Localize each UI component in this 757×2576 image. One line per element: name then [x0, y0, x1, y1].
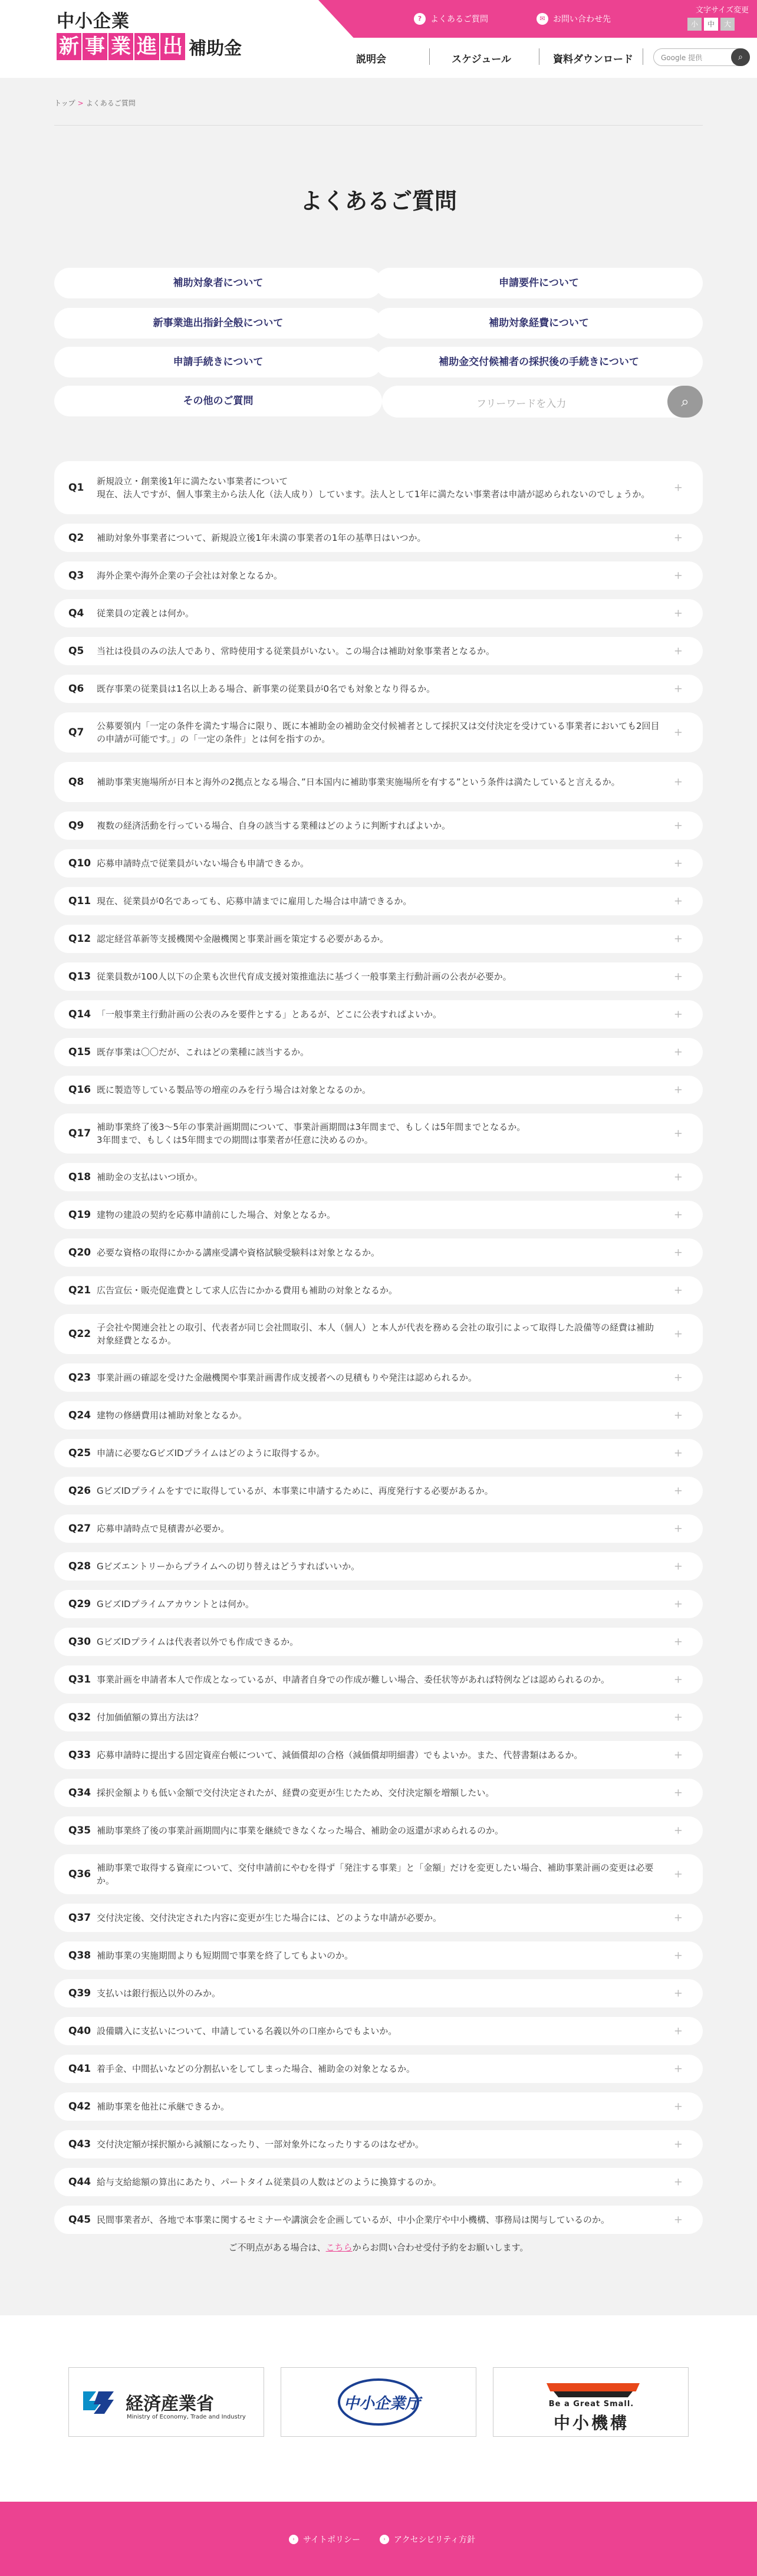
faq-item[interactable]	[54, 1514, 703, 1543]
expand-plus-icon[interactable]: +	[673, 2025, 683, 2038]
faq-question-text: 「一般事業主行動計画の公表のみを要件とする」とあるが、どこに公表すればよいか。	[97, 1009, 442, 1020]
sme-agency-banner[interactable]	[281, 2367, 476, 2437]
faq-question-number: Q20	[68, 1247, 91, 1259]
faq-question-text: 補助事業の実施期間よりも短期間で事業を終了してもよいのか。	[97, 1950, 354, 1961]
faq-question-number: Q37	[68, 1912, 91, 1924]
faq-question-text: 建物の修繕費用は補助対象となるか。	[97, 1410, 248, 1421]
faq-item[interactable]	[54, 1163, 703, 1191]
faq-item[interactable]	[54, 1201, 703, 1229]
faq-item[interactable]	[54, 2017, 703, 2045]
expand-plus-icon[interactable]: +	[673, 645, 683, 658]
expand-plus-icon[interactable]: +	[673, 1447, 683, 1460]
expand-plus-icon[interactable]: +	[673, 1284, 683, 1297]
expand-plus-icon[interactable]: +	[673, 2100, 683, 2113]
faq-question-text: 設備購入に支払いについて、申請している名義以外の口座からでもよいか。	[97, 2026, 397, 2036]
expand-plus-icon[interactable]: +	[673, 1246, 683, 1259]
faq-item[interactable]	[54, 561, 703, 590]
expand-plus-icon[interactable]: +	[673, 1560, 683, 1573]
site-search-placeholder: Google 提供	[661, 54, 703, 62]
contact-note-link[interactable]: こちら	[325, 2242, 353, 2253]
font-size-label: 文字サイズ変更	[696, 6, 749, 15]
faq-question-number: Q2	[68, 532, 84, 544]
expand-plus-icon[interactable]: +	[673, 2138, 683, 2151]
meti-name: 経済産業省	[126, 2394, 214, 2414]
faq-question-text: 認定経営革新等支援機関や金融機関と事業計画を策定する必要があるか。	[97, 934, 389, 944]
faq-item[interactable]	[54, 762, 703, 802]
expand-plus-icon[interactable]: +	[673, 857, 683, 870]
site-footer	[0, 2502, 757, 2576]
category-procedures[interactable]: 申請手続きについて	[54, 347, 382, 377]
meti-banner[interactable]	[68, 2367, 264, 2437]
font-size-large-button[interactable]: 大	[720, 18, 735, 31]
site-header	[0, 0, 757, 78]
faq-item[interactable]	[54, 1779, 703, 1807]
expand-plus-icon[interactable]: +	[673, 1484, 683, 1497]
faq-question-text: 子会社や関連会社との取引、代表者が同じ会社間取引、本人（個人）と本人が代表を務める会社の取引によって取得した設備等の経費は補助対象経費となるか。	[97, 1322, 654, 1346]
smrj-name: 中小機構	[553, 2413, 629, 2433]
faq-item[interactable]	[54, 811, 703, 840]
faq-question-number: Q35	[68, 1825, 91, 1836]
faq-question-number: Q11	[68, 895, 91, 907]
faq-question-number: Q17	[68, 1128, 91, 1139]
chevron-right-icon: ›	[289, 2535, 298, 2544]
expand-plus-icon[interactable]: +	[673, 819, 683, 832]
faq-question-number: Q13	[68, 971, 91, 983]
faq-item[interactable]	[54, 712, 703, 753]
expand-plus-icon[interactable]: +	[673, 2176, 683, 2189]
breadcrumb	[54, 98, 136, 108]
faq-item[interactable]	[54, 1477, 703, 1505]
logo-char: 業	[108, 33, 133, 60]
faq-question-text: 補助事業で取得する資産について、交付申請前にやむを得ず「発注する事業」と「金額」だけを変更したい場合、補助事業計画の変更は必要か。	[97, 1862, 654, 1886]
breadcrumb-separator: >	[77, 99, 84, 107]
font-size-switcher	[685, 18, 735, 31]
faq-question-number: Q1	[68, 482, 84, 494]
faq-item[interactable]	[54, 1276, 703, 1305]
faq-question-number: Q24	[68, 1409, 91, 1421]
expand-plus-icon[interactable]: +	[673, 1786, 683, 1799]
breadcrumb-current: よくあるご質問	[85, 99, 136, 107]
faq-item[interactable]	[54, 2055, 703, 2083]
faq-item[interactable]	[54, 1552, 703, 1581]
faq-question-number: Q21	[68, 1284, 91, 1296]
faq-question-number: Q16	[68, 1084, 91, 1096]
faq-question-number: Q38	[68, 1950, 91, 1961]
faq-question-text: 交付決定額が採択額から減額になったり、一部対象外になったりするのはなぜか。	[97, 2139, 424, 2150]
logo-line2	[57, 33, 242, 60]
freeword-search-input[interactable]	[382, 386, 703, 418]
faq-question-number: Q6	[68, 683, 84, 695]
logo-char: 進	[134, 33, 159, 60]
partner-banners	[0, 2315, 757, 2502]
faq-question-text: 補助事業を他社に承継できるか。	[97, 2101, 230, 2112]
faq-question-text: GビズIDプライムは代表者以外でも作成できるか。	[97, 1637, 299, 1647]
faq-question-number: Q44	[68, 2176, 91, 2188]
faq-item[interactable]	[54, 887, 703, 915]
expand-plus-icon[interactable]: +	[673, 1046, 683, 1059]
expand-plus-icon[interactable]: +	[673, 1409, 683, 1422]
faq-item[interactable]	[54, 599, 703, 627]
footer-link-accessibility[interactable]	[380, 2534, 475, 2545]
question-icon: ?	[414, 13, 426, 25]
expand-plus-icon[interactable]: +	[673, 776, 683, 788]
faq-question-number: Q39	[68, 1987, 91, 1999]
meti-logo-icon	[81, 2388, 116, 2417]
logo-char: 新	[57, 33, 81, 60]
faq-item[interactable]	[54, 675, 703, 703]
expand-plus-icon[interactable]: +	[673, 481, 683, 494]
faq-question-text: 当社は役員のみの法人であり、常時使用する従業員がいない。この場合は補助対象事業者となるか。	[97, 646, 495, 656]
nav-downloads[interactable]: 資料ダウンロード	[553, 54, 633, 65]
font-size-small-button[interactable]: 小	[687, 18, 702, 31]
faq-item[interactable]	[54, 1816, 703, 1845]
faq-item[interactable]	[54, 2168, 703, 2196]
faq-question-text: 必要な資格の取得にかかる講座受講や資格試験受験料は対象となるか。	[97, 1247, 380, 1258]
category-eligible-expenses[interactable]: 補助対象経費について	[375, 308, 703, 339]
contact-note	[0, 2241, 757, 2253]
faq-link[interactable]	[414, 13, 488, 25]
faq-question-number: Q8	[68, 776, 84, 788]
faq-item[interactable]	[54, 849, 703, 878]
category-post-adoption[interactable]: 補助金交付候補者の採択後の手続きについて	[375, 347, 703, 377]
faq-question-number: Q45	[68, 2214, 91, 2226]
nav-schedule[interactable]: スケジュール	[452, 54, 511, 65]
footer-link-label: サイトポリシー	[303, 2535, 361, 2545]
faq-item[interactable]	[54, 1590, 703, 1618]
expand-plus-icon[interactable]: +	[673, 1208, 683, 1221]
faq-question-number: Q10	[68, 857, 91, 869]
faq-item[interactable]	[54, 637, 703, 665]
faq-question-text: 事業計画を申請者本人で作成となっているが、申請者自身での作成が難しい場合、委任状等があれば特例などは認められるのか。	[97, 1674, 610, 1685]
expand-plus-icon[interactable]: +	[673, 2213, 683, 2226]
faq-item[interactable]	[54, 1401, 703, 1430]
faq-question-text: 応募申請時点で見積書が必要か。	[97, 1523, 230, 1534]
expand-plus-icon[interactable]: +	[673, 1673, 683, 1686]
logo-char: 事	[83, 33, 107, 60]
contact-note-after: からお問い合わせ受付予約をお願いします。	[352, 2242, 529, 2253]
breadcrumb-home[interactable]: トップ	[54, 99, 75, 107]
faq-question-number: Q36	[68, 1868, 91, 1880]
expand-plus-icon[interactable]: +	[673, 1598, 683, 1611]
contact-note-before: ご不明点がある場合は、	[228, 2242, 326, 2253]
faq-question-text: 補助事業終了後の事業計画期間内に事業を継続できなくなった場合、補助金の返還が求められるのか。	[97, 1825, 504, 1836]
faq-question-number: Q34	[68, 1787, 91, 1799]
faq-item[interactable]	[54, 2092, 703, 2121]
category-guidelines[interactable]: 新事業進出指針全般について	[54, 308, 382, 339]
faq-question-text: 複数の経済活動を行っている場合、自身の該当する業種はどのように判断すればよいか。	[97, 820, 451, 831]
expand-plus-icon[interactable]: +	[673, 1711, 683, 1724]
faq-question-text: 既に製造等している製品等の増産のみを行う場合は対象となるのか。	[97, 1085, 371, 1095]
search-icon[interactable]: ⌕	[731, 48, 750, 66]
faq-question-text: GビズIDプライムアカウントとは何か。	[97, 1599, 254, 1609]
expand-plus-icon[interactable]: +	[673, 1824, 683, 1837]
category-requirements[interactable]: 申請要件について	[375, 268, 703, 298]
faq-question-number: Q29	[68, 1598, 91, 1610]
faq-question-number: Q22	[68, 1328, 91, 1340]
expand-plus-icon[interactable]: +	[673, 531, 683, 544]
faq-item[interactable]	[54, 1238, 703, 1267]
smrj-logo-icon	[547, 2383, 640, 2391]
logo-line1: 中小企業	[57, 11, 130, 32]
faq-question-text: Gビズエントリーからプライムへの切り替えはどうすればいいか。	[97, 1561, 360, 1572]
site-search-input[interactable]	[653, 48, 750, 66]
faq-question-number: Q42	[68, 2101, 91, 2112]
faq-question-text: 支払いは銀行振込以外のみか。	[97, 1988, 221, 1999]
faq-item[interactable]	[54, 925, 703, 953]
chevron-right-icon: ›	[380, 2535, 389, 2544]
breadcrumb-divider	[54, 125, 703, 126]
faq-item[interactable]	[54, 1941, 703, 1970]
faq-question-text: 現在、従業員が0名であっても、応募申請までに雇用した場合は申請できるか。	[97, 896, 412, 906]
expand-plus-icon[interactable]: +	[673, 932, 683, 945]
smrj-banner[interactable]	[493, 2367, 689, 2437]
faq-item[interactable]	[54, 1703, 703, 1731]
faq-item[interactable]	[54, 2130, 703, 2158]
contact-link[interactable]	[537, 13, 611, 25]
faq-question-number: Q25	[68, 1447, 91, 1459]
expand-plus-icon[interactable]: +	[673, 1987, 683, 2000]
footer-link-site-policy[interactable]	[289, 2534, 360, 2545]
faq-question-text: 公募要領内「一定の条件を満たす場合に限り、既に本補助金の補助金交付候補者として採択又は交付決定を受けている事業者においても2回目の申請が可能です。」の「一定の条件」とは何を指すのか。	[97, 721, 660, 744]
expand-plus-icon[interactable]: +	[673, 895, 683, 908]
page-title: よくあるご質問	[299, 188, 457, 214]
faq-question-number: Q18	[68, 1171, 91, 1183]
freeword-placeholder: フリーワードを入力	[476, 398, 567, 410]
faq-question-text: GビズIDプライムをすでに取得しているが、本事業に申請するために、再度発行する必要があるか。	[97, 1486, 493, 1496]
faq-question-text: 付加価値額の算出方法は？	[97, 1712, 203, 1723]
smrj-tagline: Be a Great Small.	[548, 2400, 634, 2409]
expand-plus-icon[interactable]: +	[673, 970, 683, 983]
faq-question-text: 既存事業の従業員は1名以上ある場合、新事業の従業員が0名でも対象となり得るか。	[97, 684, 436, 694]
expand-plus-icon[interactable]: +	[673, 1749, 683, 1762]
faq-question-text: 申請に必要なGビズIDプライムはどのように取得するか。	[97, 1448, 325, 1458]
faq-item[interactable]	[54, 1904, 703, 1932]
faq-question-text: 補助事業終了後3〜5年の事業計画期間について、事業計画期間は3年間まで、もしくは5年間までとなるか。 3年間まで、もしくは5年間までの期間は事業者が任意に決めるのか。	[97, 1122, 526, 1145]
faq-question-text: 交付決定後、交付決定された内容に変更が生じた場合には、どのような申請が必要か。	[97, 1913, 442, 1923]
faq-item[interactable]	[54, 1628, 703, 1656]
expand-plus-icon[interactable]: +	[673, 1171, 683, 1184]
faq-question-number: Q14	[68, 1008, 91, 1020]
faq-item[interactable]	[54, 1665, 703, 1694]
logo-char: 出	[160, 33, 185, 60]
faq-item[interactable]	[54, 1076, 703, 1104]
faq-question-number: Q26	[68, 1485, 91, 1497]
faq-question-number: Q41	[68, 2063, 91, 2075]
faq-question-text: 着手金、中間払いなどの分割払いをしてしまった場合、補助金の対象となるか。	[97, 2064, 416, 2074]
faq-question-text: 建物の建設の契約を応募申請前にした場合、対象となるか。	[97, 1210, 336, 1220]
smrj-logo-icon	[554, 2391, 633, 2397]
expand-plus-icon[interactable]: +	[673, 726, 683, 739]
faq-question-text: 事業計画の確認を受けた金融機関や事業計画書作成支援者への見積もりや発注は認められるか。	[97, 1372, 478, 1383]
faq-question-text: 従業員の定義とは何か。	[97, 608, 195, 619]
expand-plus-icon[interactable]: +	[673, 1328, 683, 1340]
faq-question-text: 採択金額よりも低い金額で交付決定されたが、経費の変更が生じたため、交付決定額を増額したい。	[97, 1788, 495, 1798]
faq-question-text: 補助金の支払はいつ頃か。	[97, 1172, 203, 1182]
faq-question-text: 応募申請時点で従業員がいない場合も申請できるか。	[97, 858, 310, 869]
faq-question-text: 応募申請時に提出する固定資産台帳について、減価償却の合格（減価償却明細書）でもよいか。また、代替書類はあるか。	[97, 1750, 583, 1760]
faq-question-number: Q33	[68, 1749, 91, 1761]
faq-question-number: Q19	[68, 1209, 91, 1221]
sme-agency-name: 中小企業庁	[344, 2395, 421, 2413]
faq-question-number: Q4	[68, 607, 84, 619]
faq-question-number: Q31	[68, 1674, 91, 1685]
faq-question-number: Q32	[68, 1711, 91, 1723]
nav-divider	[429, 48, 430, 65]
faq-question-text: 既存事業は〇〇だが、これはどの業種に該当するか。	[97, 1047, 310, 1057]
faq-question-number: Q15	[68, 1046, 91, 1058]
faq-question-text: 新規設立・創業後1年に満たない事業者について 現在、法人ですが、個人事業主から法人化（法人成り）しています。法人として1年に満たない事業者は申請が認められないのでしょうか。	[97, 476, 650, 500]
faq-item[interactable]	[54, 1854, 703, 1894]
faq-question-text: 補助対象外事業者について、新規設立後1年未満の事業者の1年の基準日はいつか。	[97, 533, 426, 543]
expand-plus-icon[interactable]: +	[673, 1868, 683, 1881]
faq-question-number: Q27	[68, 1523, 91, 1535]
expand-plus-icon[interactable]: +	[673, 1635, 683, 1648]
faq-item[interactable]	[54, 962, 703, 991]
site-logo[interactable]	[57, 12, 242, 60]
expand-plus-icon[interactable]: +	[673, 607, 683, 620]
faq-question-number: Q5	[68, 645, 84, 657]
faq-item[interactable]	[54, 1439, 703, 1467]
faq-question-number: Q7	[68, 727, 84, 738]
expand-plus-icon[interactable]: +	[673, 1008, 683, 1021]
faq-question-number: Q23	[68, 1372, 91, 1384]
faq-item[interactable]	[54, 1113, 703, 1154]
category-other[interactable]: その他のご質問	[54, 386, 382, 416]
expand-plus-icon[interactable]: +	[673, 1949, 683, 1962]
faq-question-text: 給与支給総額の算出にあたり、パートタイム従業員の人数はどのように換算するのか。	[97, 2177, 442, 2187]
font-size-medium-button[interactable]: 中	[704, 18, 718, 31]
faq-question-number: Q28	[68, 1560, 91, 1572]
faq-item[interactable]	[54, 461, 703, 514]
expand-plus-icon[interactable]: +	[673, 1127, 683, 1140]
faq-question-number: Q9	[68, 820, 84, 832]
faq-question-number: Q43	[68, 2138, 91, 2150]
logo-tail: 補助金	[189, 38, 242, 59]
expand-plus-icon[interactable]: +	[673, 1371, 683, 1384]
search-icon[interactable]: ⌕	[667, 386, 703, 418]
contact-link-label: お問い合わせ先	[553, 15, 611, 24]
faq-question-number: Q30	[68, 1636, 91, 1648]
mail-icon: ✉	[537, 13, 548, 25]
faq-item[interactable]	[54, 1000, 703, 1029]
expand-plus-icon[interactable]: +	[673, 682, 683, 695]
meti-name-en: Ministry of Economy, Trade and Industry	[127, 2414, 246, 2420]
faq-question-text: 民間事業者が、各地で本事業に関するセミナーや講演会を企画しているが、中小企業庁や中小機構、事務局は関与しているのか。	[97, 2214, 610, 2225]
faq-item[interactable]	[54, 1038, 703, 1066]
expand-plus-icon[interactable]: +	[673, 569, 683, 582]
faq-item[interactable]	[54, 1314, 703, 1354]
faq-item[interactable]	[54, 1363, 703, 1392]
faq-link-label: よくあるご質問	[430, 15, 488, 24]
faq-item[interactable]	[54, 2206, 703, 2234]
faq-question-text: 広告宣伝・販売促進費として求人広告にかかる費用も補助の対象となるか。	[97, 1285, 398, 1296]
faq-item[interactable]	[54, 1741, 703, 1769]
expand-plus-icon[interactable]: +	[673, 2062, 683, 2075]
faq-question-text: 従業員数が100人以下の企業も次世代育成支援対策推進法に基づく一般事業主行動計画の公表が必要か。	[97, 971, 512, 982]
expand-plus-icon[interactable]: +	[673, 1522, 683, 1535]
faq-question-number: Q40	[68, 2025, 91, 2037]
category-target-applicants[interactable]: 補助対象者について	[54, 268, 382, 298]
faq-question-text: 補助事業実施場所が日本と海外の2拠点となる場合、”日本国内に補助事業実施場所を有する”という条件は満たしていると言えるか。	[97, 777, 620, 787]
expand-plus-icon[interactable]: +	[673, 1083, 683, 1096]
faq-item[interactable]	[54, 524, 703, 552]
faq-question-text: 海外企業や海外企業の子会社は対象となるか。	[97, 570, 283, 581]
faq-question-number: Q12	[68, 933, 91, 945]
nav-briefing[interactable]: 説明会	[356, 54, 386, 65]
expand-plus-icon[interactable]: +	[673, 1911, 683, 1924]
footer-link-label: アクセシビリティ方針	[394, 2535, 476, 2545]
faq-question-number: Q3	[68, 570, 84, 581]
faq-item[interactable]	[54, 1979, 703, 2007]
